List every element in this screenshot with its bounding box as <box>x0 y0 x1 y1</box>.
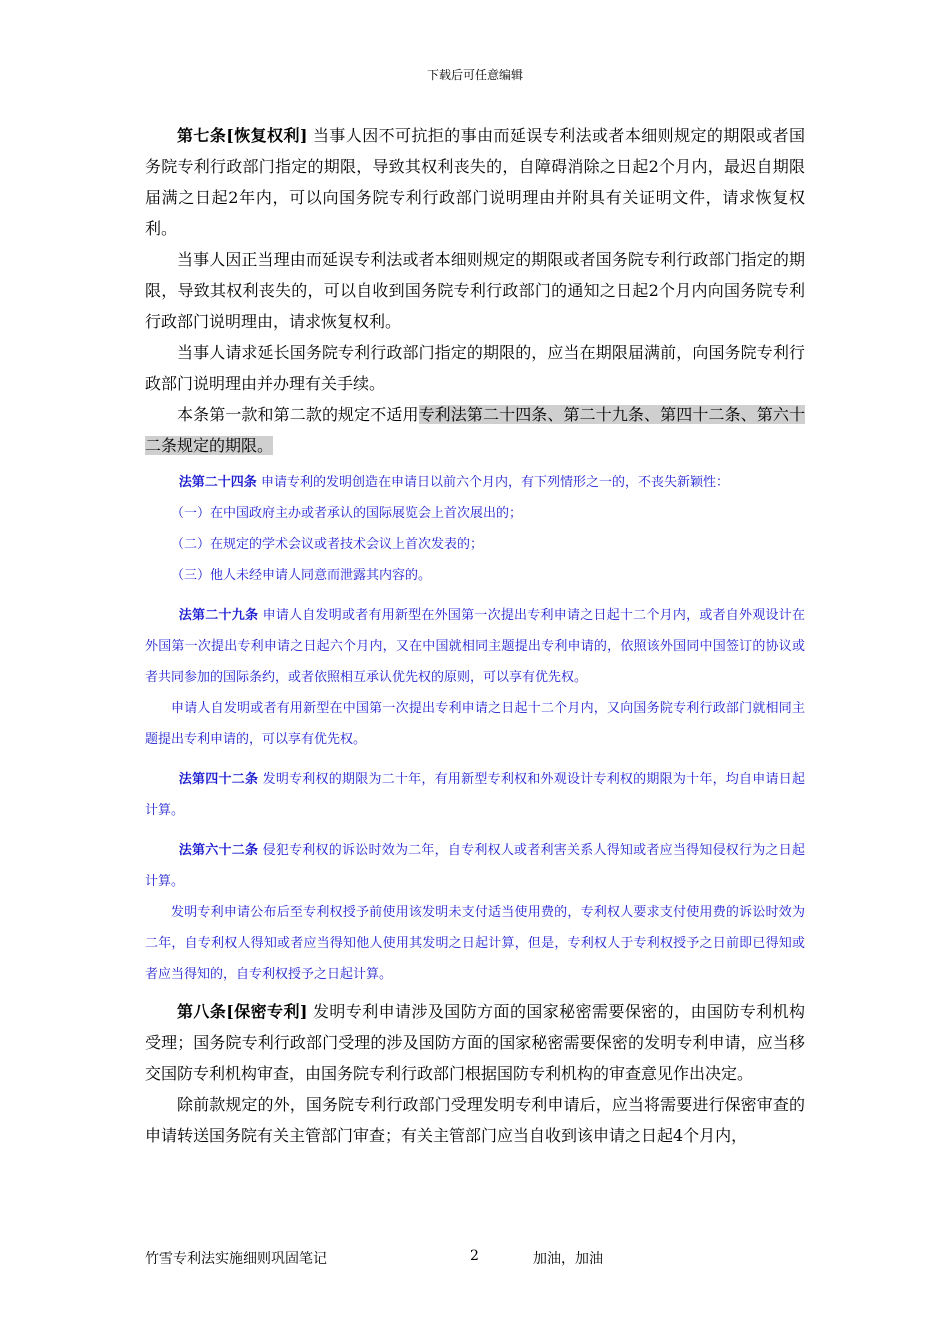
article7-heading: 第七条[恢复权利] <box>177 126 308 145</box>
page-header: 下载后可任意编辑 <box>426 68 523 82</box>
law24-item-2: （二）在规定的学术会议或者技术会议上首次发表的； <box>171 537 484 552</box>
article8-p1-text: 发明专利申请涉及国防方面的国家秘密需要保密的，由国防专利机构受理；国务院专利行政部门受理的涉及国防方面的国家秘密需要保密的发明专利申请，应当移交国防专利机构审查，由国务院专利行政部门根据国防专利机构的审查意见作出决定。 <box>145 1002 805 1083</box>
law42-paragraph <box>145 764 805 826</box>
footer-title: 竹雪专利法实施细则巩固笔记 <box>145 1251 327 1267</box>
law42-heading: 法第四十二条 <box>178 772 259 787</box>
article7-p4-plain: 本条第一款和第二款的规定不适用 <box>177 405 419 424</box>
article8-paragraph-1 <box>145 996 805 1089</box>
law29-paragraph <box>145 600 805 693</box>
article8-heading: 第八条[保密专利] <box>177 1002 308 1021</box>
law62-paragraph <box>145 835 805 897</box>
article7-paragraph-1 <box>145 120 805 244</box>
law62-heading: 法第六十二条 <box>178 843 259 858</box>
footer-page-number: 2 <box>470 1248 479 1264</box>
law24-item-1: （一）在中国政府主办或者承认的国际展览会上首次展出的； <box>171 506 523 521</box>
document-body <box>145 120 805 1151</box>
law24-paragraph <box>145 467 805 498</box>
article8-paragraph-2: 除前款规定的外，国务院专利行政部门受理发明专利申请后，应当将需要进行保密审查的申请转送国务院有关主管部门审查；有关主管部门应当自收到该申请之日起4个月内， <box>145 1095 805 1145</box>
law62-paragraph-2: 发明专利申请公布后至专利权授予前使用该发明未支付适当使用费的，专利权人要求支付使用费的诉讼时效为二年，自专利权人得知或者应当得知他人使用其发明之日起计算，但是，专利权人于专利权授予之日前即已得知或者应当得知的，自专利权授予之日起计算。 <box>145 905 805 982</box>
article7-paragraph-2: 当事人因正当理由而延误专利法或者本细则规定的期限或者国务院专利行政部门指定的期限，导致其权利丧失的，可以自收到国务院专利行政部门的通知之日起2个月内向国务院专利行政部门说明理由，请求恢复权利。 <box>145 250 805 331</box>
law42-text: 发明专利权的期限为二十年，有用新型专利权和外观设计专利权的期限为十年，均自申请日起计算。 <box>145 772 805 818</box>
law29-heading: 法第二十九条 <box>178 608 259 623</box>
article7-paragraph-4 <box>145 399 805 461</box>
law24-heading: 法第二十四条 <box>178 475 257 490</box>
article7-p1-text: 当事人因不可抗拒的事由而延误专利法或者本细则规定的期限或者国务院专利行政部门指定的期限，导致其权利丧失的，自障碍消除之日起2个月内，最迟自期限届满之日起2年内，可以向国务院专利行政部门说明理由并附具有关证明文件，请求恢复权利。 <box>145 126 805 238</box>
law62-text: 侵犯专利权的诉讼时效为二年，自专利权人或者利害关系人得知或者应当得知侵权行为之日起计算。 <box>145 843 805 889</box>
law24-text: 申请专利的发明创造在申请日以前六个月内，有下列情形之一的，不丧失新颖性： <box>260 475 729 490</box>
article7-paragraph-3: 当事人请求延长国务院专利行政部门指定的期限的，应当在期限届满前，向国务院专利行政部门说明理由并办理有关手续。 <box>145 343 805 393</box>
law29-text: 申请人自发明或者有用新型在外国第一次提出专利申请之日起十二个月内，或者自外观设计在外国第一次提出专利申请之日起六个月内，又在中国就相同主题提出专利申请的，依照该外国同中国签订的协议或者共同参加的国际条约，或者依照相互承认优先权的原则，可以享有优先权。 <box>145 608 805 685</box>
article7-p4-highlight: 专利法第二十四条、第二十九条、第四十二条、第六十二条规定的期限。 <box>145 405 805 455</box>
footer-note: 加油，加油 <box>533 1251 603 1267</box>
law24-item-3: （三）他人未经申请人同意而泄露其内容的。 <box>171 568 432 583</box>
law29-paragraph-2: 申请人自发明或者有用新型在中国第一次提出专利申请之日起十二个月内，又向国务院专利行政部门就相同主题提出专利申请的，可以享有优先权。 <box>145 701 805 747</box>
